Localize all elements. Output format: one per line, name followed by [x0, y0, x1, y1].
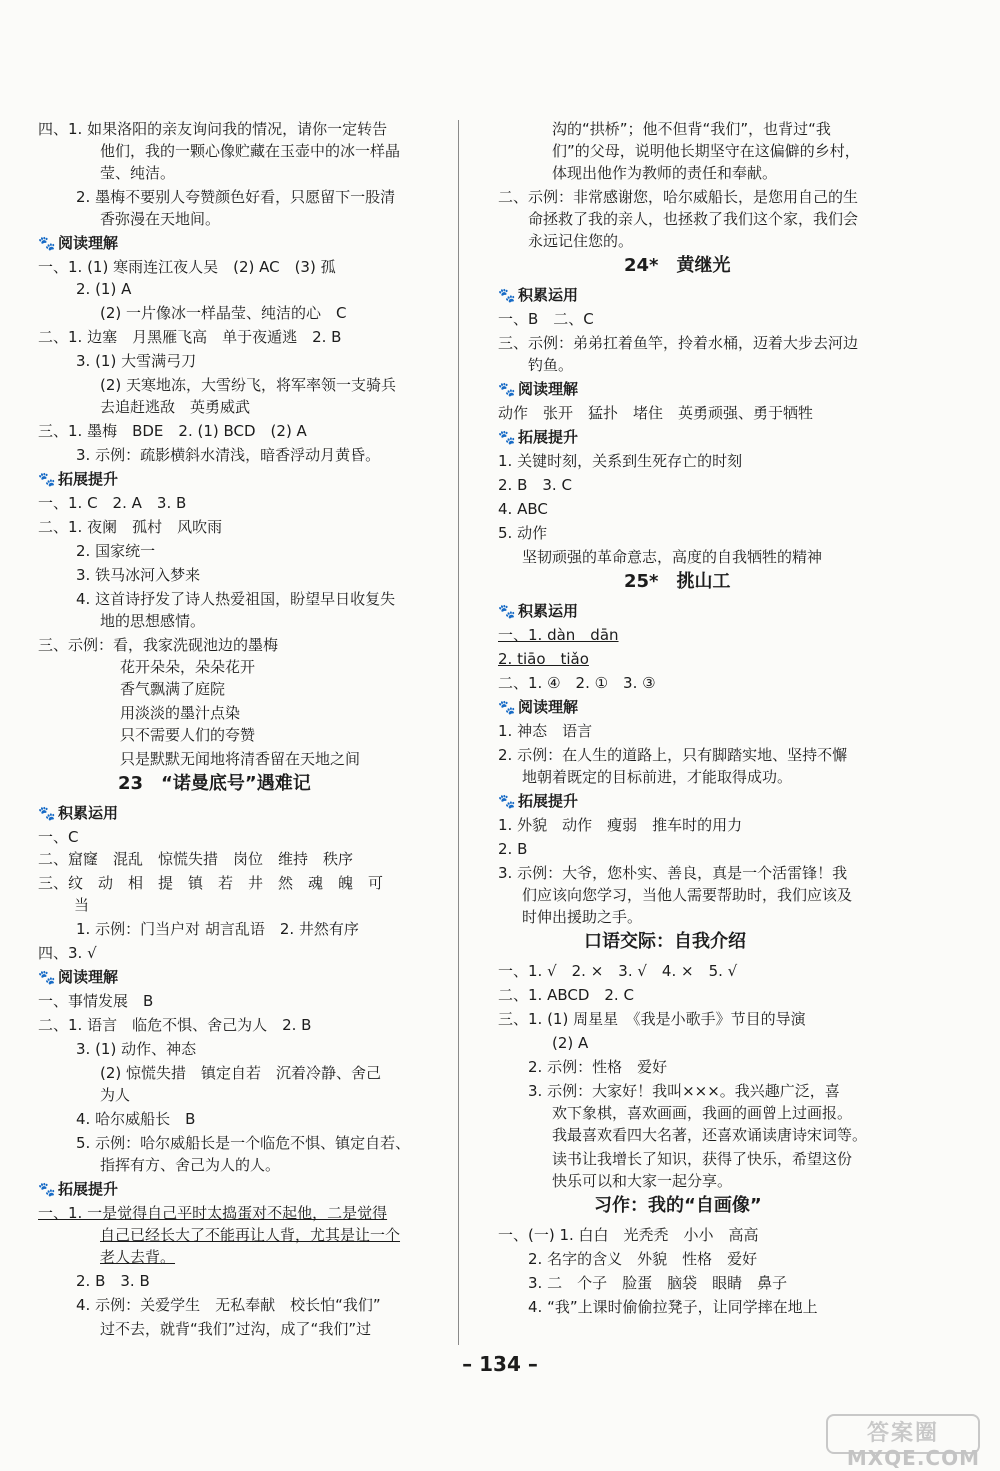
lesson-title: 24* 黄继光 [624, 255, 731, 276]
answer-line: 二、示例：非常感谢您，哈尔威船长，是您用自己的生 [498, 188, 859, 206]
lesson-title: 23 “诺曼底号”遇难记 [118, 773, 311, 794]
paw-print-icon: 🐾 [38, 472, 56, 488]
answer-line: 读书让我增长了知识，获得了快乐，希望这份 [552, 1150, 853, 1168]
answer-line: (2) 惊慌失措 镇定自若 沉着冷静、舍己 [100, 1064, 382, 1082]
section-heading-label: 阅读理解 [58, 234, 119, 252]
lesson-title: 25* 挑山工 [624, 571, 731, 592]
answer-line: 三、纹 动 相 提 镇 若 井 然 魂 魄 可 [38, 874, 384, 892]
answer-line: 一、B 二、C [498, 310, 594, 328]
paw-print-icon: 🐾 [38, 806, 56, 822]
answer-line: 一、C [38, 828, 79, 846]
answer-line: 2. 示例：性格 爱好 [528, 1058, 668, 1076]
answer-line: 过不去，就背“我们”过沟，成了“我们”过 [100, 1320, 372, 1338]
section-heading-label: 拓展提升 [518, 428, 579, 446]
answer-line: 地朝着既定的目标前进，才能取得成功。 [522, 768, 793, 786]
answer-line: 5. 动作 [498, 524, 548, 542]
section-heading [38, 802, 118, 825]
answer-line: 2. B [498, 840, 528, 858]
paw-print-icon: 🐾 [38, 236, 56, 252]
answer-line: 时伸出援助之手。 [522, 908, 643, 926]
answer-line: 一、1. dàn dān [498, 626, 619, 644]
answer-line: 三、示例：看，我家洗砚池边的墨梅 [38, 636, 279, 654]
answer-line: 1. 外貌 动作 瘦弱 推车时的用力 [498, 816, 743, 834]
section-heading [498, 696, 578, 719]
section-heading [498, 284, 578, 307]
answer-line: 一、1. √ 2. × 3. √ 4. × 5. √ [498, 962, 738, 980]
answer-line: 三、示例：弟弟扛着鱼竿，拎着水桶，迈着大步去河边 [498, 334, 859, 352]
answer-line: (2) A [552, 1034, 589, 1052]
answer-line: 坚韧顽强的革命意志，高度的自我牺牲的精神 [522, 548, 823, 566]
section-heading [498, 426, 578, 449]
answer-line: 二、1. ④ 2. ① 3. ③ [498, 674, 656, 692]
answer-line: 老人去背。 [100, 1248, 176, 1266]
answer-line: 1. 关键时刻，关系到生死存亡的时刻 [498, 452, 743, 470]
answer-line: 四、1. 如果洛阳的亲友询问我的情况，请你一定转告 [38, 120, 388, 138]
lesson-title: 习作：我的“自画像” [594, 1195, 762, 1216]
answer-line: 三、1. 墨梅 BDE 2. (1) BCD (2) A [38, 422, 307, 440]
answer-line: 3. 示例：疏影横斜水清浅，暗香浮动月黄昏。 [76, 446, 381, 464]
paw-print-icon: 🐾 [498, 382, 516, 398]
paw-print-icon: 🐾 [498, 794, 516, 810]
watermark-url: MXQE.COM [846, 1446, 980, 1470]
section-heading [498, 600, 578, 623]
paw-print-icon: 🐾 [498, 430, 516, 446]
answer-line: 体现出他作为教师的责任和奉献。 [552, 164, 778, 182]
answer-line: 二、1. 夜阑 孤村 风吹雨 [38, 518, 223, 536]
answer-line: 地的思想感情。 [100, 612, 206, 630]
answer-line: 永远记住您的。 [528, 232, 634, 250]
page-number: – 134 – [462, 1352, 538, 1376]
answer-line: 4. 示例：关爱学生 无私奉献 校长怕“我们” [76, 1296, 381, 1314]
answer-line: 当 [74, 896, 90, 914]
paw-print-icon: 🐾 [38, 1182, 56, 1198]
answer-line: 我最喜欢看四大名著，还喜欢诵读唐诗宋词等。 [552, 1126, 868, 1144]
answer-line: 花开朵朵，朵朵花开 [120, 658, 256, 676]
lesson-title: 口语交际：自我介绍 [584, 931, 746, 952]
answer-line: 二、1. 边塞 月黑雁飞高 单于夜遁逃 2. B [38, 328, 342, 346]
answer-line: 莹、纯洁。 [100, 164, 176, 182]
answer-line: 自己已经长大了不能再让人背，尤其是让一个 [100, 1226, 401, 1244]
answer-line: 1. 示例：门当户对 胡言乱语 2. 井然有序 [76, 920, 359, 938]
paw-print-icon: 🐾 [498, 288, 516, 304]
answer-line: 3. (1) 大雪满弓刀 [76, 352, 197, 370]
answer-line: 为人 [100, 1086, 131, 1104]
section-heading [498, 378, 578, 401]
answer-line: 5. 示例：哈尔威船长是一个临危不惧、镇定自若、 [76, 1134, 411, 1152]
answer-line: (2) 一片像冰一样晶莹、纯洁的心 C [100, 304, 347, 322]
answer-line: 3. 二 个子 脸蛋 脑袋 眼睛 鼻子 [528, 1274, 788, 1292]
section-heading [38, 468, 118, 491]
answer-line: 2. B 3. C [498, 476, 572, 494]
answer-line: 4. 哈尔威船长 B [76, 1110, 196, 1128]
answer-line: 2. tiāo tiǎo [498, 650, 589, 668]
answer-line: 钓鱼。 [528, 356, 574, 374]
answer-line: 三、1. (1) 周星星 《我是小歌手》节目的导演 [498, 1010, 806, 1028]
answer-line: 他们，我的一颗心像贮藏在玉壶中的冰一样晶 [100, 142, 401, 160]
answer-line: 一、1. (1) 寒雨连江夜人吴 (2) AC (3) 孤 [38, 258, 336, 276]
answer-line: 沟的“拱桥”；他不但背“我们”，也背过“我 [552, 120, 831, 138]
section-heading-label: 阅读理解 [518, 380, 579, 398]
answer-line: 只不需要人们的夸赞 [120, 726, 256, 744]
answer-line: 快乐可以和大家一起分享。 [552, 1172, 733, 1190]
answer-line: 一、1. C 2. A 3. B [38, 494, 187, 512]
section-heading [38, 966, 118, 989]
answer-line: 香弥漫在天地间。 [100, 210, 221, 228]
answer-line: 命拯救了我的亲人，也拯救了我们这个家，我们会 [528, 210, 859, 228]
answer-line: 4. 这首诗抒发了诗人热爱祖国，盼望早日收复失 [76, 590, 396, 608]
section-heading-label: 阅读理解 [518, 698, 579, 716]
answer-line: 3. 示例：大爷，您朴实、善良，真是一个活雷锋！我 [498, 864, 848, 882]
answer-line: 4. “我”上课时偷偷拉凳子，让同学摔在地上 [528, 1298, 818, 1316]
section-heading-label: 拓展提升 [58, 470, 119, 488]
answer-line: 们应该向您学习，当他人需要帮助时，我们应该及 [522, 886, 853, 904]
answer-line: (2) 天寒地冻，大雪纷飞，将军率领一支骑兵 [100, 376, 397, 394]
section-heading-label: 积累运用 [518, 602, 579, 620]
answer-line: 们”的父母，说明他长期坚守在这偏僻的乡村， [552, 142, 860, 160]
answer-line: 一、事情发展 B [38, 992, 154, 1010]
answer-line: 2. 国家统一 [76, 542, 156, 560]
answer-line: 二、1. 语言 临危不惧、舍己为人 2. B [38, 1016, 312, 1034]
answer-line: 二、窟窿 混乱 惊慌失措 岗位 维持 秩序 [38, 850, 354, 868]
answer-line: 一、(一) 1. 白白 光秃秃 小小 高高 [498, 1226, 759, 1244]
answer-line: 只是默默无闻地将清香留在天地之间 [120, 750, 361, 768]
section-heading-label: 阅读理解 [58, 968, 119, 986]
answer-line: 2. 示例：在人生的道路上，只有脚踏实地、坚持不懈 [498, 746, 848, 764]
answer-line: 四、3. √ [38, 944, 97, 962]
section-heading-label: 积累运用 [58, 804, 119, 822]
paw-print-icon: 🐾 [498, 604, 516, 620]
answer-line: 欢下象棋，喜欢画画，我画的画曾上过画报。 [552, 1104, 853, 1122]
answer-line: 3. 示例：大家好！我叫×××。我兴趣广泛，喜 [528, 1082, 840, 1100]
paw-print-icon: 🐾 [498, 700, 516, 716]
section-heading-label: 拓展提升 [58, 1180, 119, 1198]
section-heading-label: 积累运用 [518, 286, 579, 304]
answer-line: 3. 铁马冰河入梦来 [76, 566, 201, 584]
answer-line: 指挥有方、舍己为人的人。 [100, 1156, 281, 1174]
answer-line: 用淡淡的墨汁点染 [120, 704, 241, 722]
section-heading [38, 232, 118, 255]
answer-line: 1. 神态 语言 [498, 722, 593, 740]
answer-line: 二、1. ABCD 2. C [498, 986, 634, 1004]
answer-line: 一、1. 一是觉得自己平时太捣蛋对不起他，二是觉得 [38, 1204, 388, 1222]
section-heading [38, 1178, 118, 1201]
watermark-logo: 答案圈 [826, 1414, 980, 1454]
answer-line: 3. (1) 动作、神态 [76, 1040, 197, 1058]
answer-line: 2. B 3. B [76, 1272, 150, 1290]
section-heading [498, 790, 578, 813]
answer-line: 香气飘满了庭院 [120, 680, 226, 698]
paw-print-icon: 🐾 [38, 970, 56, 986]
answer-line: 4. ABC [498, 500, 548, 518]
section-heading-label: 拓展提升 [518, 792, 579, 810]
column-divider [458, 120, 459, 1345]
answer-line: 去追赶逃敌 英勇威武 [100, 398, 251, 416]
answer-line: 动作 张开 猛扑 堵住 英勇顽强、勇于牺牲 [498, 404, 814, 422]
answer-line: 2. (1) A [76, 280, 132, 298]
answer-line: 2. 墨梅不要别人夸赞颜色好看，只愿留下一股清 [76, 188, 396, 206]
answer-line: 2. 名字的含义 外貌 性格 爱好 [528, 1250, 758, 1268]
